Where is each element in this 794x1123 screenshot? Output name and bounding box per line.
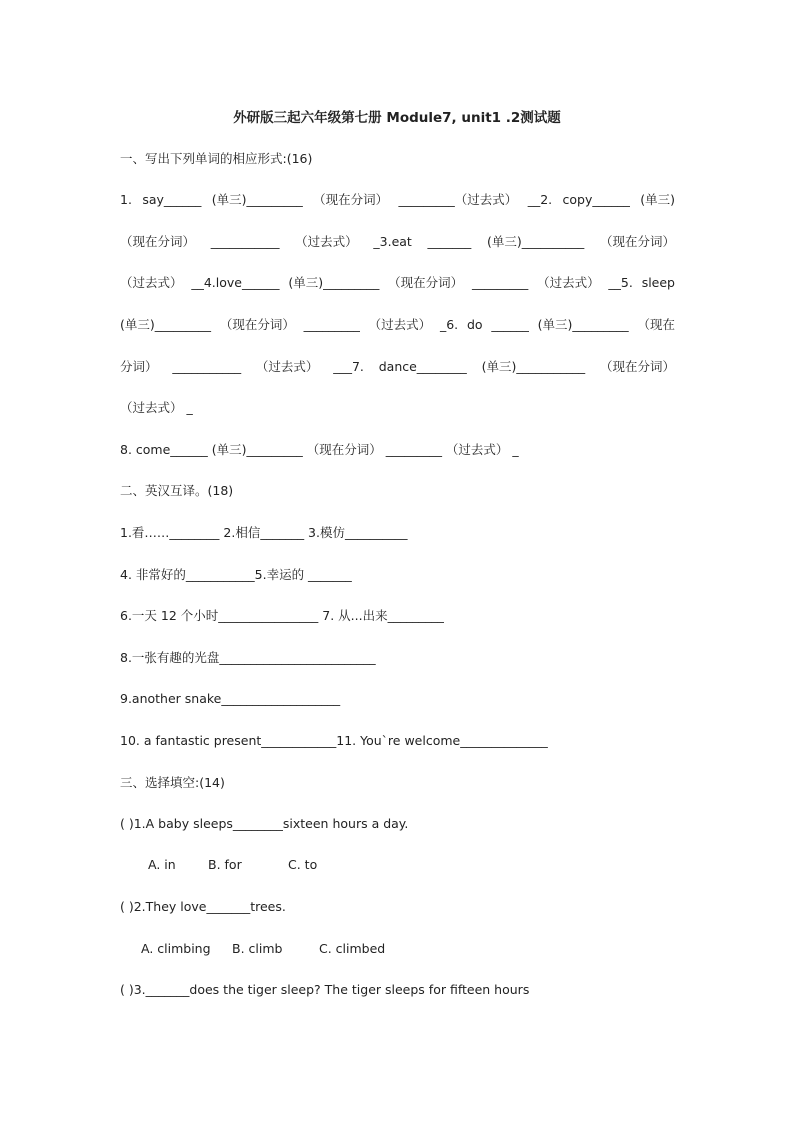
section-1-line-6: （过去式） _ [120,400,193,415]
section-2-line-4: 8.一张有趣的光盘_________________________ [120,650,376,665]
section-2-line-5: 9.another snake___________________ [120,691,341,706]
section-2-heading: 二、英汉互译。(18) [120,483,234,498]
section-1-line-1: 1. say______ (单三)_________ （现在分词） _________（过去式） __2. copy______ (单三) [120,192,675,207]
question-1-options [148,856,703,874]
section-1-line-3: （过去式） __4.love______ (单三)_________ （现在分词） _________ （过去式） __5. sleep [120,275,675,290]
q2-option-b: B. climb [232,941,283,956]
q2-option-a: A. climbing [141,941,211,956]
section-1-line-4: (单三)_________ （现在分词） _________ （过去式） _6. do ______ (单三)_________ （现在 [120,317,675,332]
section-2-line-6: 10. a fantastic present____________11. You`re welcome______________ [120,733,548,748]
section-2-line-2: 4. 非常好的___________5.幸运的 _______ [120,567,352,582]
section-2-line-1: 1.看……________ 2.相信_______ 3.模仿__________ [120,525,408,540]
section-1-heading: 一、写出下列单词的相应形式:(16) [120,151,313,166]
section-1-line-5: 分词） ___________ （过去式） ___7. dance________ (单三)___________ （现在分词） [120,359,675,374]
section-2-line-3: 6.一天 12 个小时________________ 7. 从...出来_________ [120,608,444,623]
q1-option-c: C. to [288,857,318,872]
question-2: ( )2.They love_______trees. [120,899,286,914]
q1-option-b: B. for [208,857,242,872]
document-title: 外研版三起六年级第七册 Module7, unit1 .2测试题 [233,110,561,126]
question-3: ( )3._______does the tiger sleep? The tiger sleeps for fifteen hours [120,982,530,997]
section-3-heading: 三、选择填空:(14) [120,775,225,790]
q1-option-a: A. in [148,857,176,872]
q2-option-c: C. climbed [319,941,386,956]
section-1-line-2: （现在分词） ___________ （过去式） _3.eat _______ (单三)__________ （现在分词） [120,234,675,249]
section-1-line-7: 8. come______ (单三)_________ （现在分词） _________ （过去式） _ [120,442,519,457]
question-1: ( )1.A baby sleeps________sixteen hours a day. [120,816,409,831]
question-2-options [141,940,696,958]
